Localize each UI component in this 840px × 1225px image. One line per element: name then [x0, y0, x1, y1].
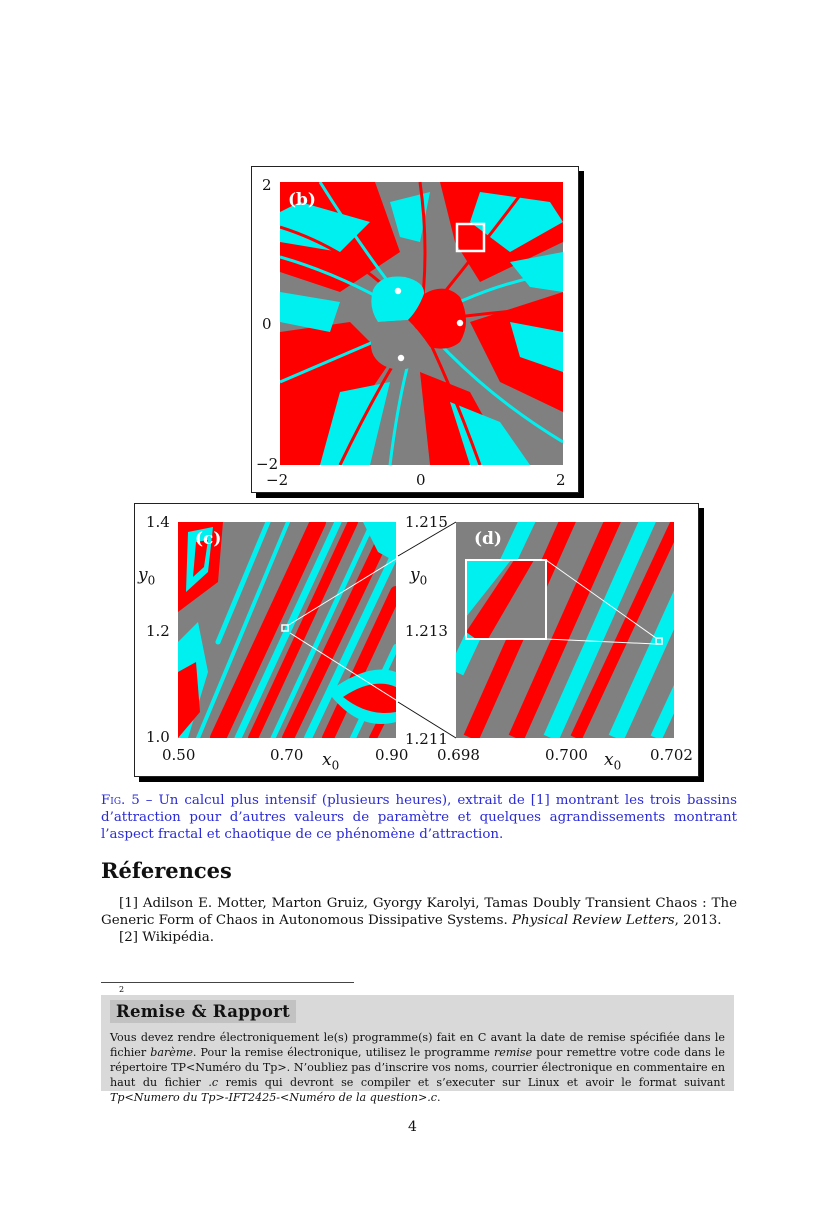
basin-plot-b	[280, 182, 563, 465]
remise-text-1: Vous devez rendre électroniquement le(s) programme(s) fait en C avant la date de remise spécifiée dans le fichier	[110, 1031, 725, 1059]
panel-b-xtick-left: −2	[266, 471, 289, 489]
page-number: 4	[408, 1119, 417, 1135]
panel-c-xlabel-sub: 0	[331, 758, 340, 773]
remise-text	[110, 1030, 725, 1105]
panel-c-ytick-bottom: 1.0	[146, 728, 170, 746]
panel-d-xtick-right: 0.702	[650, 746, 693, 764]
remise-text-5: .	[437, 1091, 441, 1104]
reference-2: [2] Wikipédia.	[119, 930, 215, 945]
panel-d-xlabel-var: x	[604, 750, 614, 770]
remise-text-bareme: barème	[150, 1046, 193, 1059]
reference-1-journal: Physical Review Letters	[512, 913, 675, 928]
panel-c-ylabel-var: y	[138, 565, 148, 585]
remise-text-remise: remise	[493, 1046, 533, 1059]
remise-text-2: . Pour la remise électronique, utilisez le programme	[192, 1046, 494, 1059]
remise-title: Remise & Rapport	[110, 1000, 296, 1023]
references-heading: Réferences	[101, 858, 232, 883]
panel-c-ytick-top: 1.4	[146, 513, 170, 531]
panel-b-ytick-top: 2	[262, 176, 272, 194]
basin-plot-d	[456, 522, 674, 738]
panel-d-xtick-mid: 0.700	[545, 746, 588, 764]
panel-c-ylabel	[138, 565, 155, 587]
panel-b-xtick-mid: 0	[416, 471, 426, 489]
footnote-rule	[101, 982, 354, 983]
panel-b-ytick-mid: 0	[262, 315, 272, 333]
panel-b-label: (b)	[288, 190, 316, 210]
remise-text-3: pour remettre votre code dans le répertoire TP<Numéro du Tp>. N’oubliez pas d’inscrire vos noms, courrier électronique en commentaire en haut du fichier	[110, 1046, 726, 1089]
footnote-number: 2	[119, 985, 125, 994]
panel-c-xtick-mid: 0.70	[270, 746, 304, 764]
panel-d-ytick-bottom: 1.211	[405, 730, 448, 748]
figure-caption	[101, 792, 737, 843]
panel-c-xlabel-var: x	[322, 750, 332, 770]
panel-d-xtick-left: 0.698	[437, 746, 480, 764]
figure-caption-text: – Un calcul plus intensif (plusieurs heures), extrait de [1] montrant les trois bassins d’attraction pour d’autres valeurs de paramètre et quelques agrandissements montrant l’aspect fractal et chaotique de ce phénomène d’attraction.	[101, 793, 737, 842]
figure-caption-label: Fig. 5	[101, 793, 140, 808]
panel-d-label: (d)	[474, 529, 502, 549]
panel-b-xtick-right: 2	[556, 471, 566, 489]
panel-d-xlabel	[604, 750, 621, 772]
panel-c-ytick-mid: 1.2	[146, 622, 170, 640]
reference-1-year: , 2013.	[674, 913, 722, 928]
remise-text-format: Tp<Numero du Tp>-IFT2425-<Numéro de la question>.c	[110, 1091, 438, 1104]
remise-text-ext: .c	[208, 1076, 219, 1089]
panel-c-xlabel	[322, 750, 339, 772]
remise-text-4: remis qui devront se compiler et s’executer sur Linux et avoir le format suivant	[218, 1076, 725, 1089]
panel-c-ylabel-sub: 0	[147, 573, 156, 588]
panel-d-ylabel-var: y	[410, 565, 420, 585]
reference-1-text: [1] Adilson E. Motter, Marton Gruiz, Gyorgy Karolyi, Tamas Doubly Transient Chaos : The Generic Form of Chaos in Autonomous Dissipative Systems.	[101, 896, 737, 928]
reference-1	[101, 895, 737, 929]
panel-d-ylabel	[410, 565, 427, 587]
panel-c-xtick-right: 0.90	[375, 746, 409, 764]
panel-d-xlabel-sub: 0	[613, 758, 622, 773]
panel-d-ytick-mid: 1.213	[405, 622, 448, 640]
panel-d-ytick-top: 1.215	[405, 513, 448, 531]
panel-b-ytick-bottom: −2	[256, 455, 279, 473]
panel-d-ylabel-sub: 0	[419, 573, 428, 588]
panel-c-label: (c)	[195, 529, 222, 549]
panel-c-xtick-left: 0.50	[162, 746, 196, 764]
